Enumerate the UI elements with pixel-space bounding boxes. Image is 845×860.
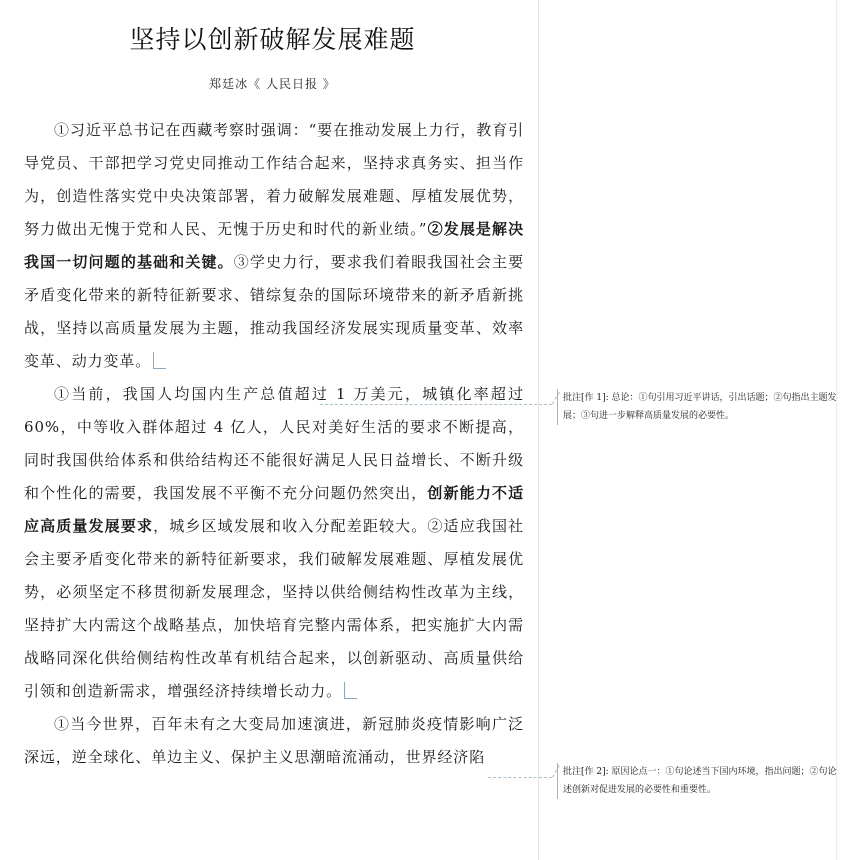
comment-1[interactable]: 批注[作 1]: 总论：①句引用习近平讲话，引出话题；②句指出主题发展；③句进一步解释高质量发展的必要性。 (557, 389, 838, 425)
paragraph-1-text-b: ③学史力行，要求我们着眼我国社会主要矛盾变化带来的新特征新要求、错综复杂的国际环境带来的新矛盾新挑战，坚持以高质量发展为主题，推动我国经济发展实现质量变革、效率变革、动力变革。 (24, 253, 525, 370)
paragraph-2-text-b: ，城乡区域发展和收入分配差距较大。②适应我国社会主要矛盾变化带来的新特征新要求，我们破解发展难题、厚植发展优势，必须坚定不移贯彻新发展理念，坚持以供给侧结构性改革为主线，坚持扩大内需这个战略基点，加快培育完整内需体系，把实施扩大内需战略同深化供给侧结构性改革有机结合起来，以创新驱动、高质量供给引领和创造新需求，增强经济持续增长动力。 (24, 517, 524, 700)
comment-connector-1 (320, 404, 552, 405)
paragraph-3[interactable] (24, 708, 524, 774)
paragraph-1-text-a: ①习近平总书记在西藏考察时强调：“要在推动发展上力行，教育引导党员、干部把学习党史同推动工作结合起来，坚持求真务实、担当作为，创造性落实党中央决策部署，着力破解发展难题、厚植发展优势，努力做出无愧于党和人民、无愧于历史和时代的新业绩。” (24, 121, 524, 238)
page-margin-line (538, 0, 539, 860)
article-title: 坚持以创新破解发展难题 (129, 25, 416, 54)
paragraph-2[interactable] (24, 378, 524, 708)
paragraph-1[interactable] (24, 114, 524, 378)
paragraph-1-bold: ②发展是解决我国一切问题的基础和关键。 (24, 220, 525, 271)
article-byline: 郑廷冰《 人民日报 》 (209, 77, 336, 91)
paragraph-2-text-a: ①当前，我国人均国内生产总值超过 1 万美元，城镇化率超过 60%，中等收入群体超过 4 亿人，人民对美好生活的要求不断提高，同时我国供给体系和供给结构还不能很好满足人民日益增长、不断升级和个性化的需要，我国发展不平衡不充分问题仍然突出， (24, 385, 524, 502)
comment-2[interactable]: 批注[作 2]: 原因论点一：①句论述当下国内环境，指出问题；②句论述创新对促进发展的必要性和重要性。 (557, 763, 838, 799)
comment-anchor-2[interactable] (344, 682, 357, 699)
comment-pane-edge (836, 0, 837, 860)
comment-anchor-1[interactable] (153, 352, 166, 369)
article-body[interactable] (24, 114, 524, 774)
paragraph-2-bold: 创新能力不适应高质量发展要求 (24, 484, 524, 535)
paragraph-3-text-a: ①当今世界，百年未有之大变局加速演进，新冠肺炎疫情影响广泛深远，逆全球化、单边主义、保护主义思潮暗流涌动，世界经济陷 (24, 715, 524, 766)
comment-connector-2 (488, 777, 552, 778)
